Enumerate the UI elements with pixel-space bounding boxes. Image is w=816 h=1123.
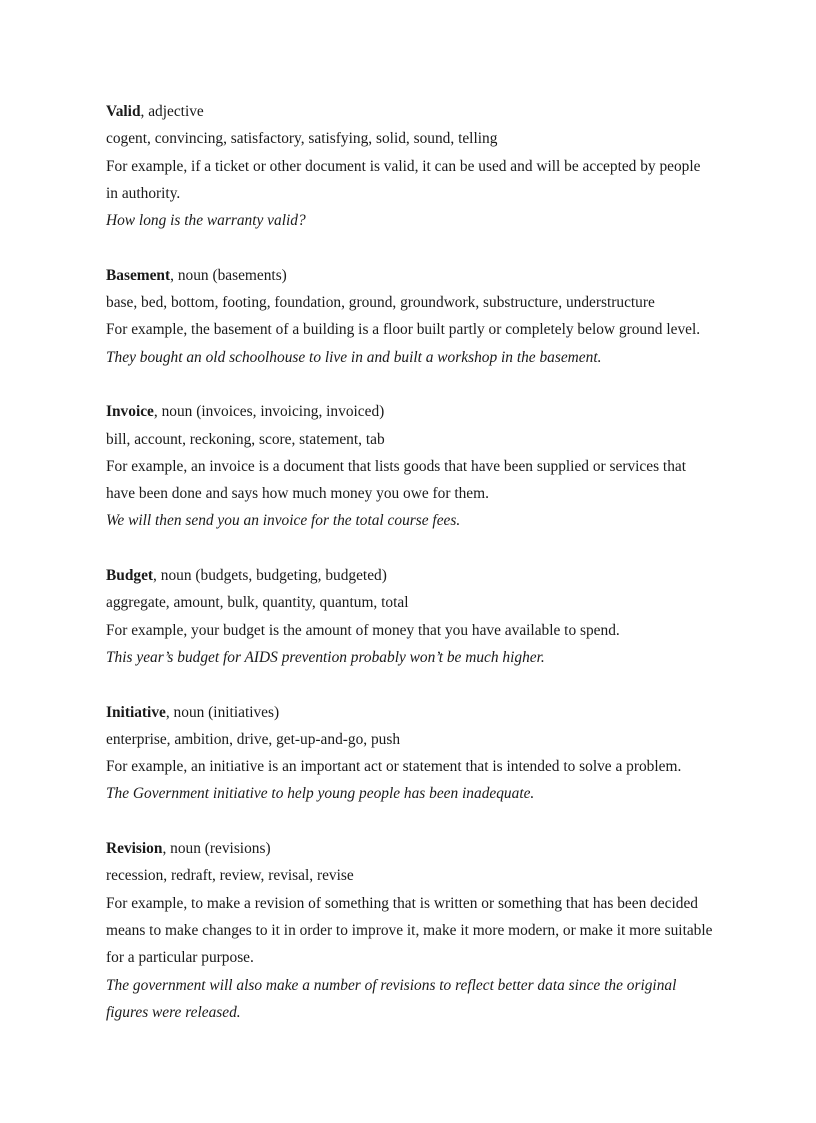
entry-heading: [106, 835, 716, 862]
part-of-speech: , noun (basements): [170, 266, 287, 284]
document-page: [106, 98, 716, 1053]
entry-heading: [106, 699, 716, 726]
synonyms: recession, redraft, review, revisal, revise: [106, 867, 354, 885]
entry-heading: [106, 398, 716, 425]
part-of-speech: , adjective: [140, 103, 204, 120]
definition: For example, an initiative is an important act or statement that is intended to solve a problem.: [106, 758, 682, 776]
synonyms: aggregate, amount, bulk, quantity, quantum, total: [106, 594, 409, 612]
entry-initiative: [106, 699, 716, 808]
entry-heading: [106, 262, 716, 289]
entry-valid: [106, 98, 716, 234]
synonyms: cogent, convincing, satisfactory, satisfying, solid, sound, telling: [106, 130, 498, 148]
synonyms: base, bed, bottom, footing, foundation, ground, groundwork, substructure, understructure: [106, 294, 655, 312]
example-sentence: The government will also make a number of revisions to reflect better data since the original figures were released.: [106, 976, 677, 1021]
example-sentence: This year’s budget for AIDS prevention probably won’t be much higher.: [106, 648, 545, 666]
headword: Revision: [106, 840, 163, 858]
headword: Budget: [106, 567, 154, 585]
entry-revision: [106, 835, 716, 1026]
definition: For example, your budget is the amount of money that you have available to spend.: [106, 621, 620, 639]
definition: For example, an invoice is a document that lists goods that have been supplied or services that have been done and says how much money you owe for them.: [106, 457, 686, 503]
entry-invoice: [106, 398, 716, 534]
entry-heading: [106, 562, 716, 589]
part-of-speech: , noun (invoices, invoicing, invoiced): [153, 403, 385, 421]
example-sentence: They bought an old schoolhouse to live in and built a workshop in the basement.: [106, 348, 602, 366]
headword: Initiative: [106, 703, 166, 721]
headword: Valid: [106, 103, 141, 120]
entry-budget: [106, 562, 716, 671]
example-sentence: How long is the warranty valid?: [106, 212, 306, 230]
headword: Basement: [106, 266, 171, 284]
headword: Invoice: [106, 403, 154, 421]
part-of-speech: , noun (initiatives): [165, 703, 280, 721]
synonyms: enterprise, ambition, drive, get-up-and-go, push: [106, 730, 401, 748]
part-of-speech: , noun (revisions): [162, 840, 271, 858]
example-sentence: We will then send you an invoice for the total course fees.: [106, 512, 461, 530]
entry-heading: [106, 98, 716, 125]
definition: For example, to make a revision of something that is written or something that has been decided means to make changes to it in order to improve it, make it more modern, or make it more suitable for a particular purpose.: [106, 894, 713, 967]
entry-basement: [106, 262, 716, 371]
part-of-speech: , noun (budgets, budgeting, budgeted): [153, 567, 387, 585]
definition: For example, the basement of a building is a floor built partly or completely below ground level.: [106, 321, 701, 339]
synonyms: bill, account, reckoning, score, statement, tab: [106, 430, 385, 448]
example-sentence: The Government initiative to help young people has been inadequate.: [106, 785, 535, 803]
definition: For example, if a ticket or other document is valid, it can be used and will be accepted by people in authority.: [106, 157, 701, 202]
